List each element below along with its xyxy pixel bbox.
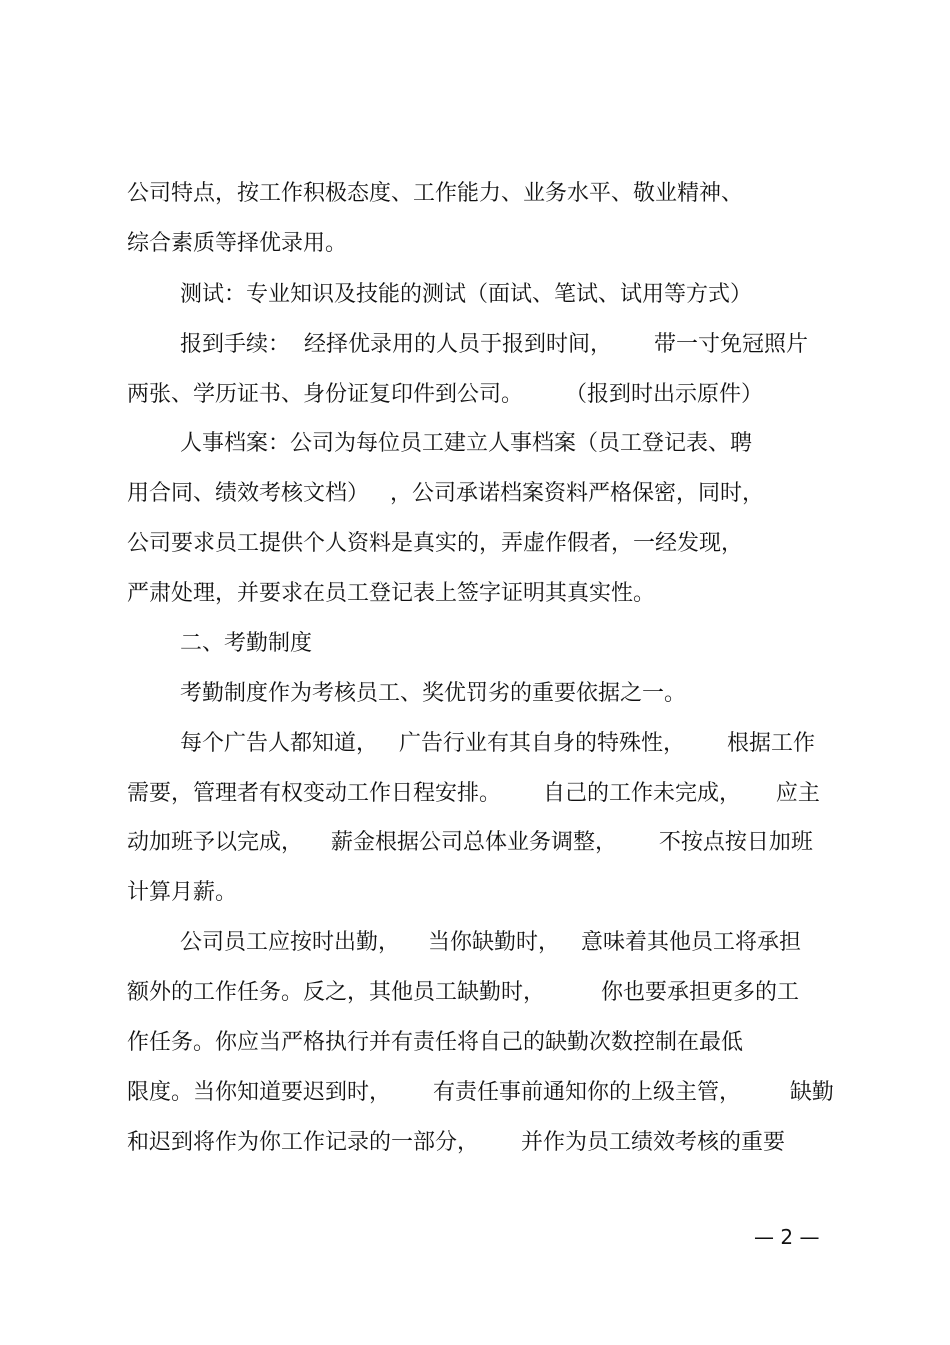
text-line: 每个广告人都知道， 广告行业有其自身的特殊性， 根据工作 bbox=[180, 731, 815, 756]
text-line: 限度。当你知道要迟到时， 有责任事前通知你的上级主管， 缺勤 bbox=[127, 1080, 834, 1105]
text-line: 作任务。你应当严格执行并有责任将自己的缺勤次数控制在最低 bbox=[127, 1030, 744, 1055]
text-line: 严肃处理，并要求在员工登记表上签字证明其真实性。 bbox=[127, 581, 656, 606]
section-heading: 二、考勤制度 bbox=[180, 631, 313, 656]
text-line: 计算月薪。 bbox=[127, 880, 238, 905]
text-line: 人事档案：公司为每位员工建立人事档案（员工登记表、聘 bbox=[180, 431, 753, 456]
text-line: 考勤制度作为考核员工、奖优罚劣的重要依据之一。 bbox=[180, 681, 687, 706]
text-line: 动加班予以完成， 薪金根据公司总体业务调整， 不按点按日加班 bbox=[127, 830, 813, 855]
page-number: — 2 — bbox=[754, 1225, 820, 1249]
text-line: 额外的工作任务。反之，其他员工缺勤时， 你也要承担更多的工 bbox=[127, 980, 799, 1005]
text-line: 两张、学历证书、身份证复印件到公司。 （报到时出示原件） bbox=[127, 382, 763, 407]
text-line: 公司员工应按时出勤， 当你缺勤时， 意味着其他员工将承担 bbox=[180, 930, 801, 955]
text-line: 报到手续： 经择优录用的人员于报到时间， 带一寸免冠照片 bbox=[180, 332, 808, 357]
text-line: 需要，管理者有权变动工作日程安排。 自己的工作未完成， 应主 bbox=[127, 781, 820, 806]
text-line: 公司特点，按工作积极态度、工作能力、业务水平、敬业精神、 bbox=[127, 181, 744, 206]
text-line: 综合素质等择优录用。 bbox=[127, 231, 348, 256]
text-line: 和迟到将作为你工作记录的一部分， 并作为员工绩效考核的重要 bbox=[127, 1130, 785, 1155]
text-line: 测试：专业知识及技能的测试（面试、笔试、试用等方式） bbox=[180, 282, 753, 307]
text-line: 公司要求员工提供个人资料是真实的，弄虚作假者，一经发现， bbox=[127, 531, 744, 556]
text-line: 用合同、绩效考核文档） ，公司承诺档案资料严格保密，同时， bbox=[127, 481, 764, 506]
